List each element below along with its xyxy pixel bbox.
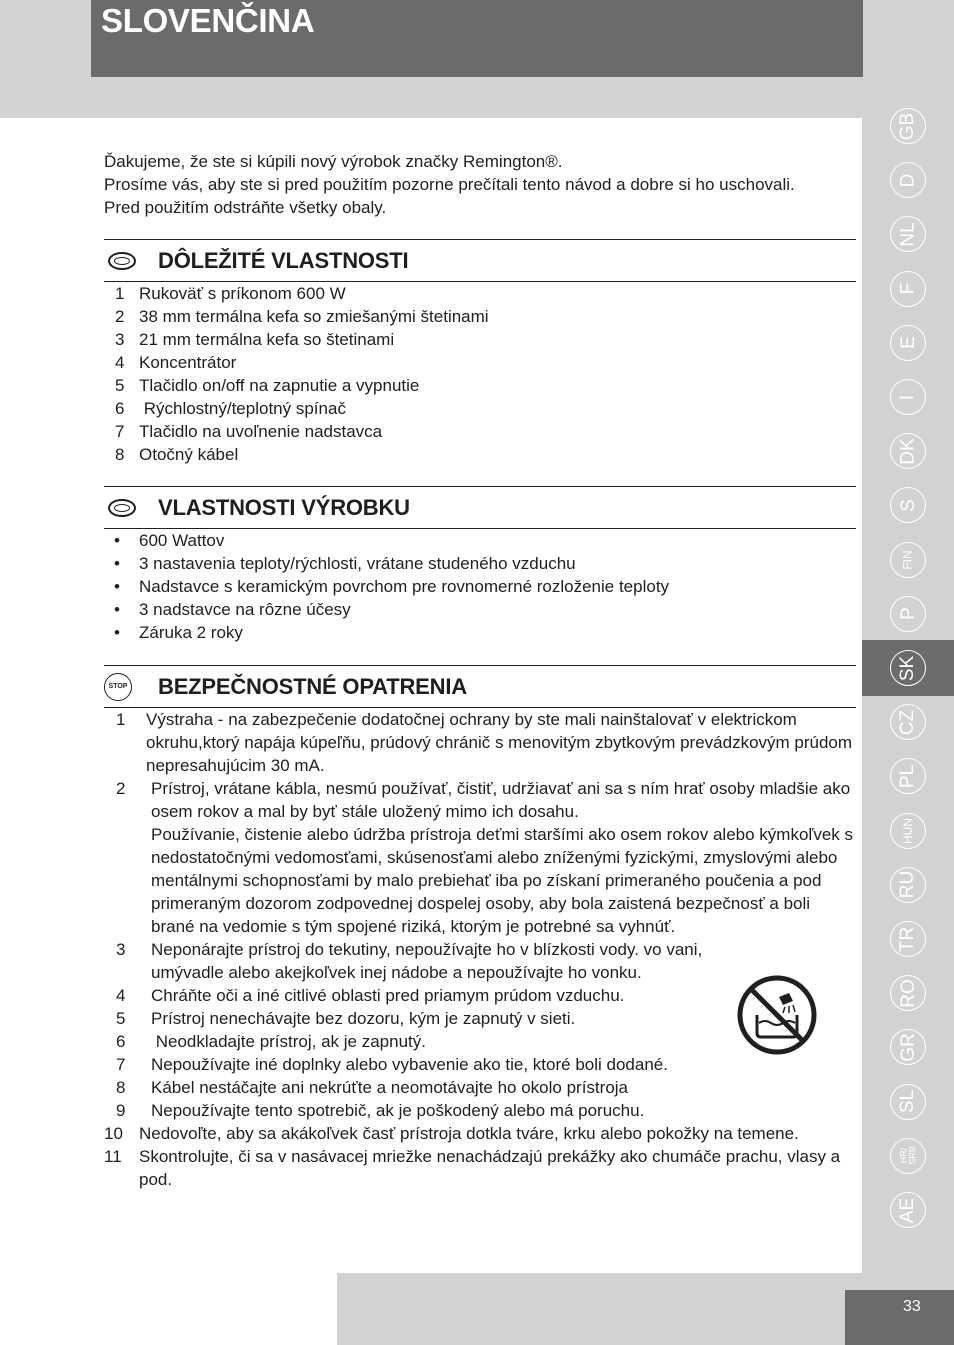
language-tab[interactable] <box>862 98 954 154</box>
language-circle-icon <box>890 325 926 361</box>
language-label: RO <box>897 978 919 1008</box>
item-number: 9 <box>116 1101 126 1120</box>
page-background-bottom <box>0 1272 337 1345</box>
section-safety-header <box>104 665 856 708</box>
list-item <box>104 529 856 552</box>
language-label: E <box>897 336 919 350</box>
language-tab[interactable] <box>862 586 954 642</box>
item-number: 3 <box>116 940 126 959</box>
language-tab[interactable] <box>862 1182 954 1238</box>
intro-line: Prosíme vás, aby ste si pred použitím pozorne prečítali tento návod a dobre si ho uschovali. <box>104 175 795 194</box>
item-text: Prístroj nenechávajte bez dozoru, kým je zapnutý v sieti. <box>151 1009 576 1028</box>
item-number: 1 <box>115 284 125 303</box>
language-tab[interactable] <box>862 532 954 588</box>
item-text: Tlačidlo na uvoľnenie nadstavca <box>139 422 383 441</box>
section-title: VLASTNOSTI VÝROBKU <box>158 495 410 520</box>
language-circle-icon <box>890 921 926 957</box>
item-text: Tlačidlo on/off na zapnutie a vypnutie <box>139 376 420 395</box>
language-circle-icon <box>890 433 926 469</box>
eye-icon <box>108 252 136 270</box>
item-number: 7 <box>116 1055 126 1074</box>
language-label: HUN <box>901 817 915 844</box>
item-text: Kábel nestáčajte ani nekrúťte a neomotávajte ho okolo prístroja <box>151 1078 629 1097</box>
language-tabs <box>862 98 954 1248</box>
list-item <box>104 1053 856 1076</box>
list-item <box>104 282 856 305</box>
language-circle-icon <box>890 596 926 632</box>
language-tab[interactable] <box>862 315 954 371</box>
language-label: GR <box>897 1033 919 1062</box>
language-circle-icon <box>890 542 926 578</box>
features-list <box>104 282 856 466</box>
language-circle-icon <box>890 650 926 686</box>
bullet-icon: • <box>114 531 120 550</box>
language-label: P <box>897 607 919 621</box>
language-circle-icon <box>890 1192 926 1228</box>
language-circle-icon <box>890 867 926 903</box>
item-number: 4 <box>115 353 125 372</box>
item-text: Nedovoľte, aby sa akákoľvek časť prístroja dotkla tváre, krku alebo pokožky na temene. <box>139 1124 799 1143</box>
language-circle-icon <box>890 216 926 252</box>
item-number: 10 <box>104 1124 123 1143</box>
language-label: I <box>897 394 919 400</box>
list-item <box>104 1122 856 1145</box>
title-bar <box>91 0 863 77</box>
item-text: Nadstavce s keramickým povrchom pre rovnomerné rozloženie teploty <box>139 577 670 596</box>
intro-line: Ďakujeme, že ste si kúpili nový výrobok značky Remington®. <box>104 152 563 171</box>
list-item <box>104 328 856 351</box>
language-tab[interactable] <box>862 1074 954 1130</box>
item-number: 4 <box>116 986 126 1005</box>
section-title: DÔLEŽITÉ VLASTNOSTI <box>158 248 409 273</box>
page-number: 33 <box>903 1298 921 1315</box>
item-text: Neponárajte prístroj do tekutiny, nepoužívajte ho v blízkosti vody. vo vani, umývadle alebo akejkoľvek inej nádobe a nepoužívajte ho vonku. <box>151 940 707 982</box>
language-label: CZ <box>897 709 919 735</box>
bullet-icon: • <box>114 623 120 642</box>
item-text: Záruka 2 roky <box>139 623 243 642</box>
item-text: Chráňte oči a iné citlivé oblasti pred priamym prúdom vzduchu. <box>151 986 625 1005</box>
page-number-box <box>845 1290 954 1345</box>
item-number: 6 <box>115 399 125 418</box>
list-item <box>104 443 856 466</box>
safety-list <box>104 708 856 1191</box>
intro-line: Pred použitím odstráňte všetky obaly. <box>104 198 387 217</box>
language-tab[interactable] <box>862 369 954 425</box>
item-number: 3 <box>115 330 125 349</box>
language-tab[interactable] <box>862 965 954 1021</box>
item-text: 3 nastavenia teploty/rýchlosti, vrátane studeného vzduchu <box>139 554 576 573</box>
language-circle-icon <box>890 704 926 740</box>
item-text: Rýchlostný/teplotný spínač <box>139 399 346 418</box>
list-item <box>104 1076 856 1099</box>
language-circle-icon <box>890 108 926 144</box>
language-tab[interactable] <box>862 857 954 913</box>
language-circle-icon <box>890 487 926 523</box>
item-number: 5 <box>116 1009 126 1028</box>
language-label: S <box>897 499 919 512</box>
list-item <box>104 621 856 644</box>
list-item <box>104 420 856 443</box>
item-number: 8 <box>115 445 125 464</box>
language-label: RU <box>897 871 919 899</box>
list-item <box>104 777 856 823</box>
language-tab[interactable] <box>862 423 954 479</box>
item-text: Skontrolujte, či sa v nasávacej mriežke nenachádzajú prekážky ako chumáče prachu, vlasy a pod. <box>139 1147 845 1189</box>
language-tab[interactable] <box>862 206 954 262</box>
language-tab[interactable] <box>862 911 954 967</box>
language-label: F <box>897 282 919 295</box>
language-tab[interactable] <box>862 803 954 859</box>
item-number: 5 <box>115 376 125 395</box>
item-text: 38 mm termálna kefa so zmiešanými štetinami <box>139 307 489 326</box>
stop-icon: STOP <box>104 673 132 701</box>
item-text: Nepoužívajte tento spotrebič, ak je poškodený alebo má poruchu. <box>151 1101 645 1120</box>
item-text: Neodkladajte prístroj, ak je zapnutý. <box>151 1032 426 1051</box>
item-number: 11 <box>104 1147 122 1166</box>
language-tab[interactable] <box>862 694 954 750</box>
item-text: Používanie, čistenie alebo údržba prístroja deťmi staršími ako osem rokov alebo kýmkoľvek s nedostatočnými vedomosťami, skúsenosťami alebo zníženými fyzickými, zmyslovými alebo mentálnymi schopnosťami by malo prebiehať iba po získaní primeraného poučenia a pod primeraným dozorom zodpovednej dospelej osoby, aby bola zaistená bezpečnosť a boli brané na vedomie s tým spojené riziká, ktorým je potrebné sa vyhnúť. <box>151 825 858 936</box>
section-product-features-header <box>104 486 856 529</box>
language-tab[interactable] <box>862 261 954 317</box>
list-item <box>104 598 856 621</box>
list-item <box>104 1099 856 1122</box>
bullet-icon: • <box>114 600 120 619</box>
item-text: 21 mm termálna kefa so štetinami <box>139 330 395 349</box>
page-title: SLOVENČINA <box>101 2 315 39</box>
language-label: D <box>897 173 919 188</box>
no-water-icon <box>735 975 819 1055</box>
language-tab[interactable] <box>862 748 954 804</box>
item-number: 6 <box>116 1032 126 1051</box>
language-circle-icon <box>890 758 926 794</box>
item-number: 1 <box>116 710 126 729</box>
eye-icon <box>108 499 136 517</box>
language-label: GB <box>897 112 919 140</box>
item-number: 8 <box>116 1078 126 1097</box>
language-tab[interactable] <box>862 152 954 208</box>
list-item <box>104 708 856 777</box>
bullet-icon: • <box>114 577 120 596</box>
language-tab[interactable] <box>862 477 954 533</box>
language-circle-icon <box>890 379 926 415</box>
item-text: 600 Wattov <box>139 531 225 550</box>
language-tab[interactable] <box>862 1019 954 1075</box>
language-circle-icon <box>890 162 926 198</box>
language-label: SL <box>897 1089 919 1114</box>
language-label: DK <box>897 437 919 465</box>
language-circle-icon <box>890 813 926 849</box>
language-label: NL <box>897 222 919 247</box>
item-text: Rukoväť s príkonom 600 W <box>139 284 346 303</box>
item-text: Koncentrátor <box>139 353 237 372</box>
language-circle-icon <box>890 1138 926 1174</box>
item-number: 2 <box>115 307 125 326</box>
language-circle-icon <box>890 271 926 307</box>
language-label: FIN <box>901 549 915 570</box>
language-circle-icon <box>890 975 926 1011</box>
item-text: Nepoužívajte iné doplnky alebo vybavenie ako tie, ktoré boli dodané. <box>151 1055 668 1074</box>
section-title: BEZPEČNOSTNÉ OPATRENIA <box>158 674 467 699</box>
list-item <box>104 351 856 374</box>
bullet-icon: • <box>114 554 120 573</box>
item-text: 3 nadstavce na rôzne účesy <box>139 600 351 619</box>
language-circle-icon <box>890 1029 926 1065</box>
list-item <box>104 305 856 328</box>
language-tab[interactable] <box>862 1128 954 1184</box>
list-item <box>104 552 856 575</box>
item-number: 7 <box>115 422 125 441</box>
language-label: PL <box>897 764 919 789</box>
list-item <box>104 575 856 598</box>
product-features-list <box>104 529 856 644</box>
item-text: Prístroj, vrátane kábla, nesmú používať, čistiť, udržiavať ani sa s ním hrať osoby mladšie ako osem rokov a mal by byť stále uložený mimo ich dosahu. <box>151 779 855 821</box>
list-item <box>104 823 856 938</box>
item-text: Otočný kábel <box>139 445 239 464</box>
language-tab[interactable] <box>862 640 954 696</box>
list-item <box>104 1145 856 1191</box>
list-item <box>104 397 856 420</box>
language-label: HR/ SRB <box>898 1146 917 1166</box>
item-number: 2 <box>116 779 126 798</box>
list-item <box>104 374 856 397</box>
language-label: SK <box>897 655 919 681</box>
intro <box>104 150 856 219</box>
section-important-features-header <box>104 239 856 282</box>
language-label: TR <box>897 926 919 952</box>
item-text: Výstraha - na zabezpečenie dodatočnej ochrany by ste mali nainštalovať v elektrickom okruhu,ktorý napája kúpeľňu, prúdový chránič s menovitým zbytkovým prevádzkovým prúdom nepresahujúcim 30 mA. <box>146 710 857 775</box>
language-label: AE <box>897 1197 919 1223</box>
language-circle-icon <box>890 1084 926 1120</box>
